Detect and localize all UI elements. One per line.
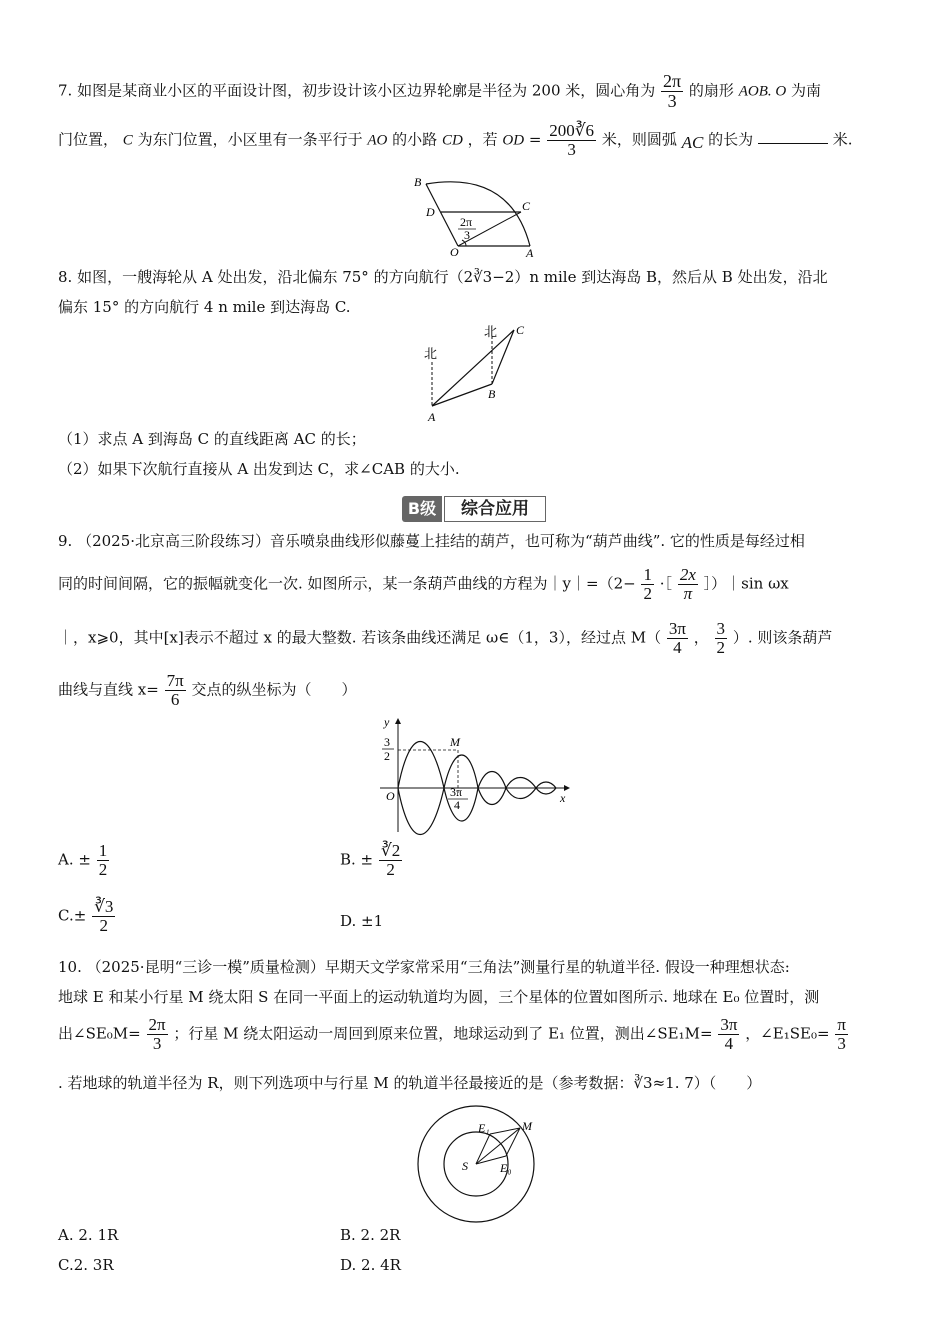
q7-angle-den: 3 [667,90,677,111]
q9-option-d[interactable]: D. ±1 [340,912,384,930]
label-M: M [522,1119,532,1133]
q7-text: C [122,132,133,149]
frac-den: 3 [837,1033,846,1053]
q8-navigation-figure [420,322,530,424]
q9-option-b[interactable] [340,842,403,879]
q9-text: ）. 则该条葫芦 [732,628,833,647]
q9-text: ］）｜sin ωx [703,574,789,593]
q7-od-fraction [547,122,596,159]
frac-den: 2 [99,915,108,935]
label-B: B [414,175,422,189]
frac-den: 3 [152,1033,162,1053]
frac-den: 2 [386,859,395,879]
q9-m1-fraction [667,620,688,657]
q7-text: 为南 [790,81,821,100]
segment-E0M [506,1128,520,1156]
q9-option-c[interactable] [58,898,116,935]
frac-num: 2x [679,565,696,584]
origin-label: O [386,789,395,803]
section-level: B级 [402,496,442,522]
angle-num: 2π [460,215,473,229]
q9-text: 同的时间间隔，它的振幅就变化一次. 如图所示，某一条葫芦曲线的方程为｜y｜=（2− [58,574,636,593]
q9-option-a[interactable] [58,842,110,879]
q7-text: 的扇形 [688,81,734,100]
y-tick-num: 3 [384,735,390,749]
q7-od-num: 200∛6 [549,121,595,140]
frac-num: 2π [148,1015,166,1034]
label-S: S [462,1159,468,1173]
frac-den: 2 [98,859,108,879]
section-badge [402,496,550,522]
q10-angle1-fraction [147,1016,168,1053]
label-C: C [522,199,531,213]
q8-sub1: （1）求点 A 到海岛 C 的直线距离 AC 的长； [58,430,366,448]
q7-line1 [58,72,821,111]
frac-num: 3π [720,1015,738,1034]
q10-line4: . 若地球的轨道半径为 R，则下列选项中与行星 M 的轨道半径最接近的是（参考数据：∛3≈1. 7）（ ） [58,1074,762,1092]
q9-x7-fraction [165,672,186,709]
q7-line2 [58,122,853,159]
curve-upper [398,742,556,789]
label-E1: E₁ [478,1121,490,1135]
q9-text: ， [693,628,709,647]
q7-angle-num: 2π [663,71,682,91]
frac-num: 3 [716,619,726,638]
answer-blank [758,133,828,144]
q10-option-a[interactable]: A. 2. 1R [58,1226,119,1244]
label-A: A [526,246,534,258]
frac-num: 1 [643,565,652,584]
q7-text: ，若 [467,130,498,149]
q10-option-b[interactable]: B. 2. 2R [340,1226,401,1244]
q10-text: 出∠SE₀M= [58,1024,141,1043]
north-label-A: 北 [424,347,438,362]
q7-text: 7. 如图是某商业小区的平面设计图，初步设计该小区边界轮廓是半径为 200 米，圆心角为 [58,81,656,100]
y-label: y [384,716,390,729]
option-label: A. ± [58,850,91,869]
q8-line2: 偏东 15° 的方向航行 4 n mile 到达海岛 C. [58,298,351,316]
q7-text: 米，则圆弧 [601,130,677,149]
q10-orbit-figure [414,1102,538,1226]
frac-den: 4 [724,1033,734,1053]
frac-num: 3π [668,619,686,638]
q7-arc-label: AC [681,133,704,153]
q9-half-fraction [641,566,654,603]
segment-AC [432,330,514,406]
q10-option-d[interactable]: D. 2. 4R [340,1256,401,1274]
q9-text: 曲线与直线 x= [58,680,159,699]
x-label: x [560,791,566,805]
q8-sub2: （2）如果下次航行直接从 A 出发到达 C，求∠CAB 的大小. [58,460,460,478]
label-E0: E₀ [500,1161,512,1175]
frac-num: ∛2 [380,841,401,860]
q7-text: AO [367,132,388,149]
frac-num: ∛3 [94,897,114,916]
q9-text: ｜，x⩾0，其中[x]表示不超过 x 的最大整数. 若该条曲线还满足 ω∈（1，3），经过点 M（ [58,628,662,647]
q7-text: OD [502,132,525,149]
q10-line2: 地球 E 和某小行星 M 绕太阳 S 在同一平面上的运动轨道均为圆，三个星体的位置如图所示. 地球在 E₀ 位置时，测 [58,988,820,1006]
segment-AB [432,384,492,406]
option-a-fraction [97,842,110,879]
frac-den: 2 [716,637,726,657]
q10-line1: 10. （2025·昆明“三诊一模”质量检测）早期天文学家常采用“三角法”测量行星的轨道半径. 假设一种理想状态: [58,958,790,976]
label-A: A [428,410,436,424]
q10-text: ，∠E₁SE₀= [745,1024,830,1043]
q9-text: 交点的纵坐标为（ ） [191,680,357,699]
segment-SE1 [476,1134,490,1164]
north-label-B: 北 [484,325,498,340]
option-b-fraction [379,842,402,879]
q9-line2 [58,566,789,603]
q8-line1: 8. 如图，一艘海轮从 A 处出发，沿北偏东 75° 的方向航行（2∛3−2）n mile 到达海岛 B，然后从 B 处出发，沿北 [58,268,828,286]
q10-angle3-fraction [835,1016,848,1053]
q10-option-c[interactable]: C.2. 3R [58,1256,114,1274]
q7-sector-figure [410,172,550,258]
q7-text: CD [441,132,463,149]
label-B: B [488,387,496,401]
frac-den: 2 [643,583,652,603]
q7-od-den: 3 [567,139,576,159]
option-c-fraction [92,898,115,935]
q7-text: AOB. O [738,83,787,100]
q9-m2-fraction [715,620,728,657]
segment-E1M [490,1128,520,1134]
q7-text: 门位置， [58,130,119,149]
frac-num: 1 [98,841,108,860]
option-label: C.± [58,906,87,925]
curve-lower [398,788,556,835]
y-axis-arrow [395,718,401,724]
q7-text: = [528,130,542,149]
label-O: O [450,245,459,258]
q7-text: 米. [832,130,853,149]
frac-den: 4 [673,637,682,657]
q10-angle2-fraction [718,1016,739,1053]
q9-gourd-curve-figure [350,716,580,836]
y-tick-den: 2 [384,749,390,763]
option-label: B. ± [340,850,374,869]
q7-text: 的长为 [708,130,754,149]
q9-2x-fraction [678,566,698,603]
q10-text: ；行星 M 绕太阳运动一周回到原来位置，地球运动到了 E₁ 位置，测出∠SE₁M= [173,1024,713,1043]
point-M-label: M [450,735,460,749]
label-D: D [426,205,435,219]
frac-num: 7π [166,671,184,690]
q9-line3 [58,620,832,657]
q7-angle-fraction [661,72,683,111]
q9-line1: 9. （2025·北京高三阶段练习）音乐喷泉曲线形似藤蔓上挂结的葫芦，也可称为“葫芦曲线”. 它的性质是每经过相 [58,532,805,550]
label-C: C [516,323,525,337]
q9-text: ·［ [659,574,673,593]
x-tick-num: 3π [450,785,463,799]
q7-text: 为东门位置，小区里有一条平行于 [137,130,363,149]
q7-text: 的小路 [392,130,438,149]
frac-den: π [683,583,693,603]
q9-line4 [58,672,356,709]
x-tick-den: 4 [454,798,460,812]
section-title: 综合应用 [444,496,546,522]
frac-num: π [837,1015,846,1034]
q10-line3 [58,1016,849,1053]
angle-den: 3 [464,228,470,242]
frac-den: 6 [170,689,180,709]
